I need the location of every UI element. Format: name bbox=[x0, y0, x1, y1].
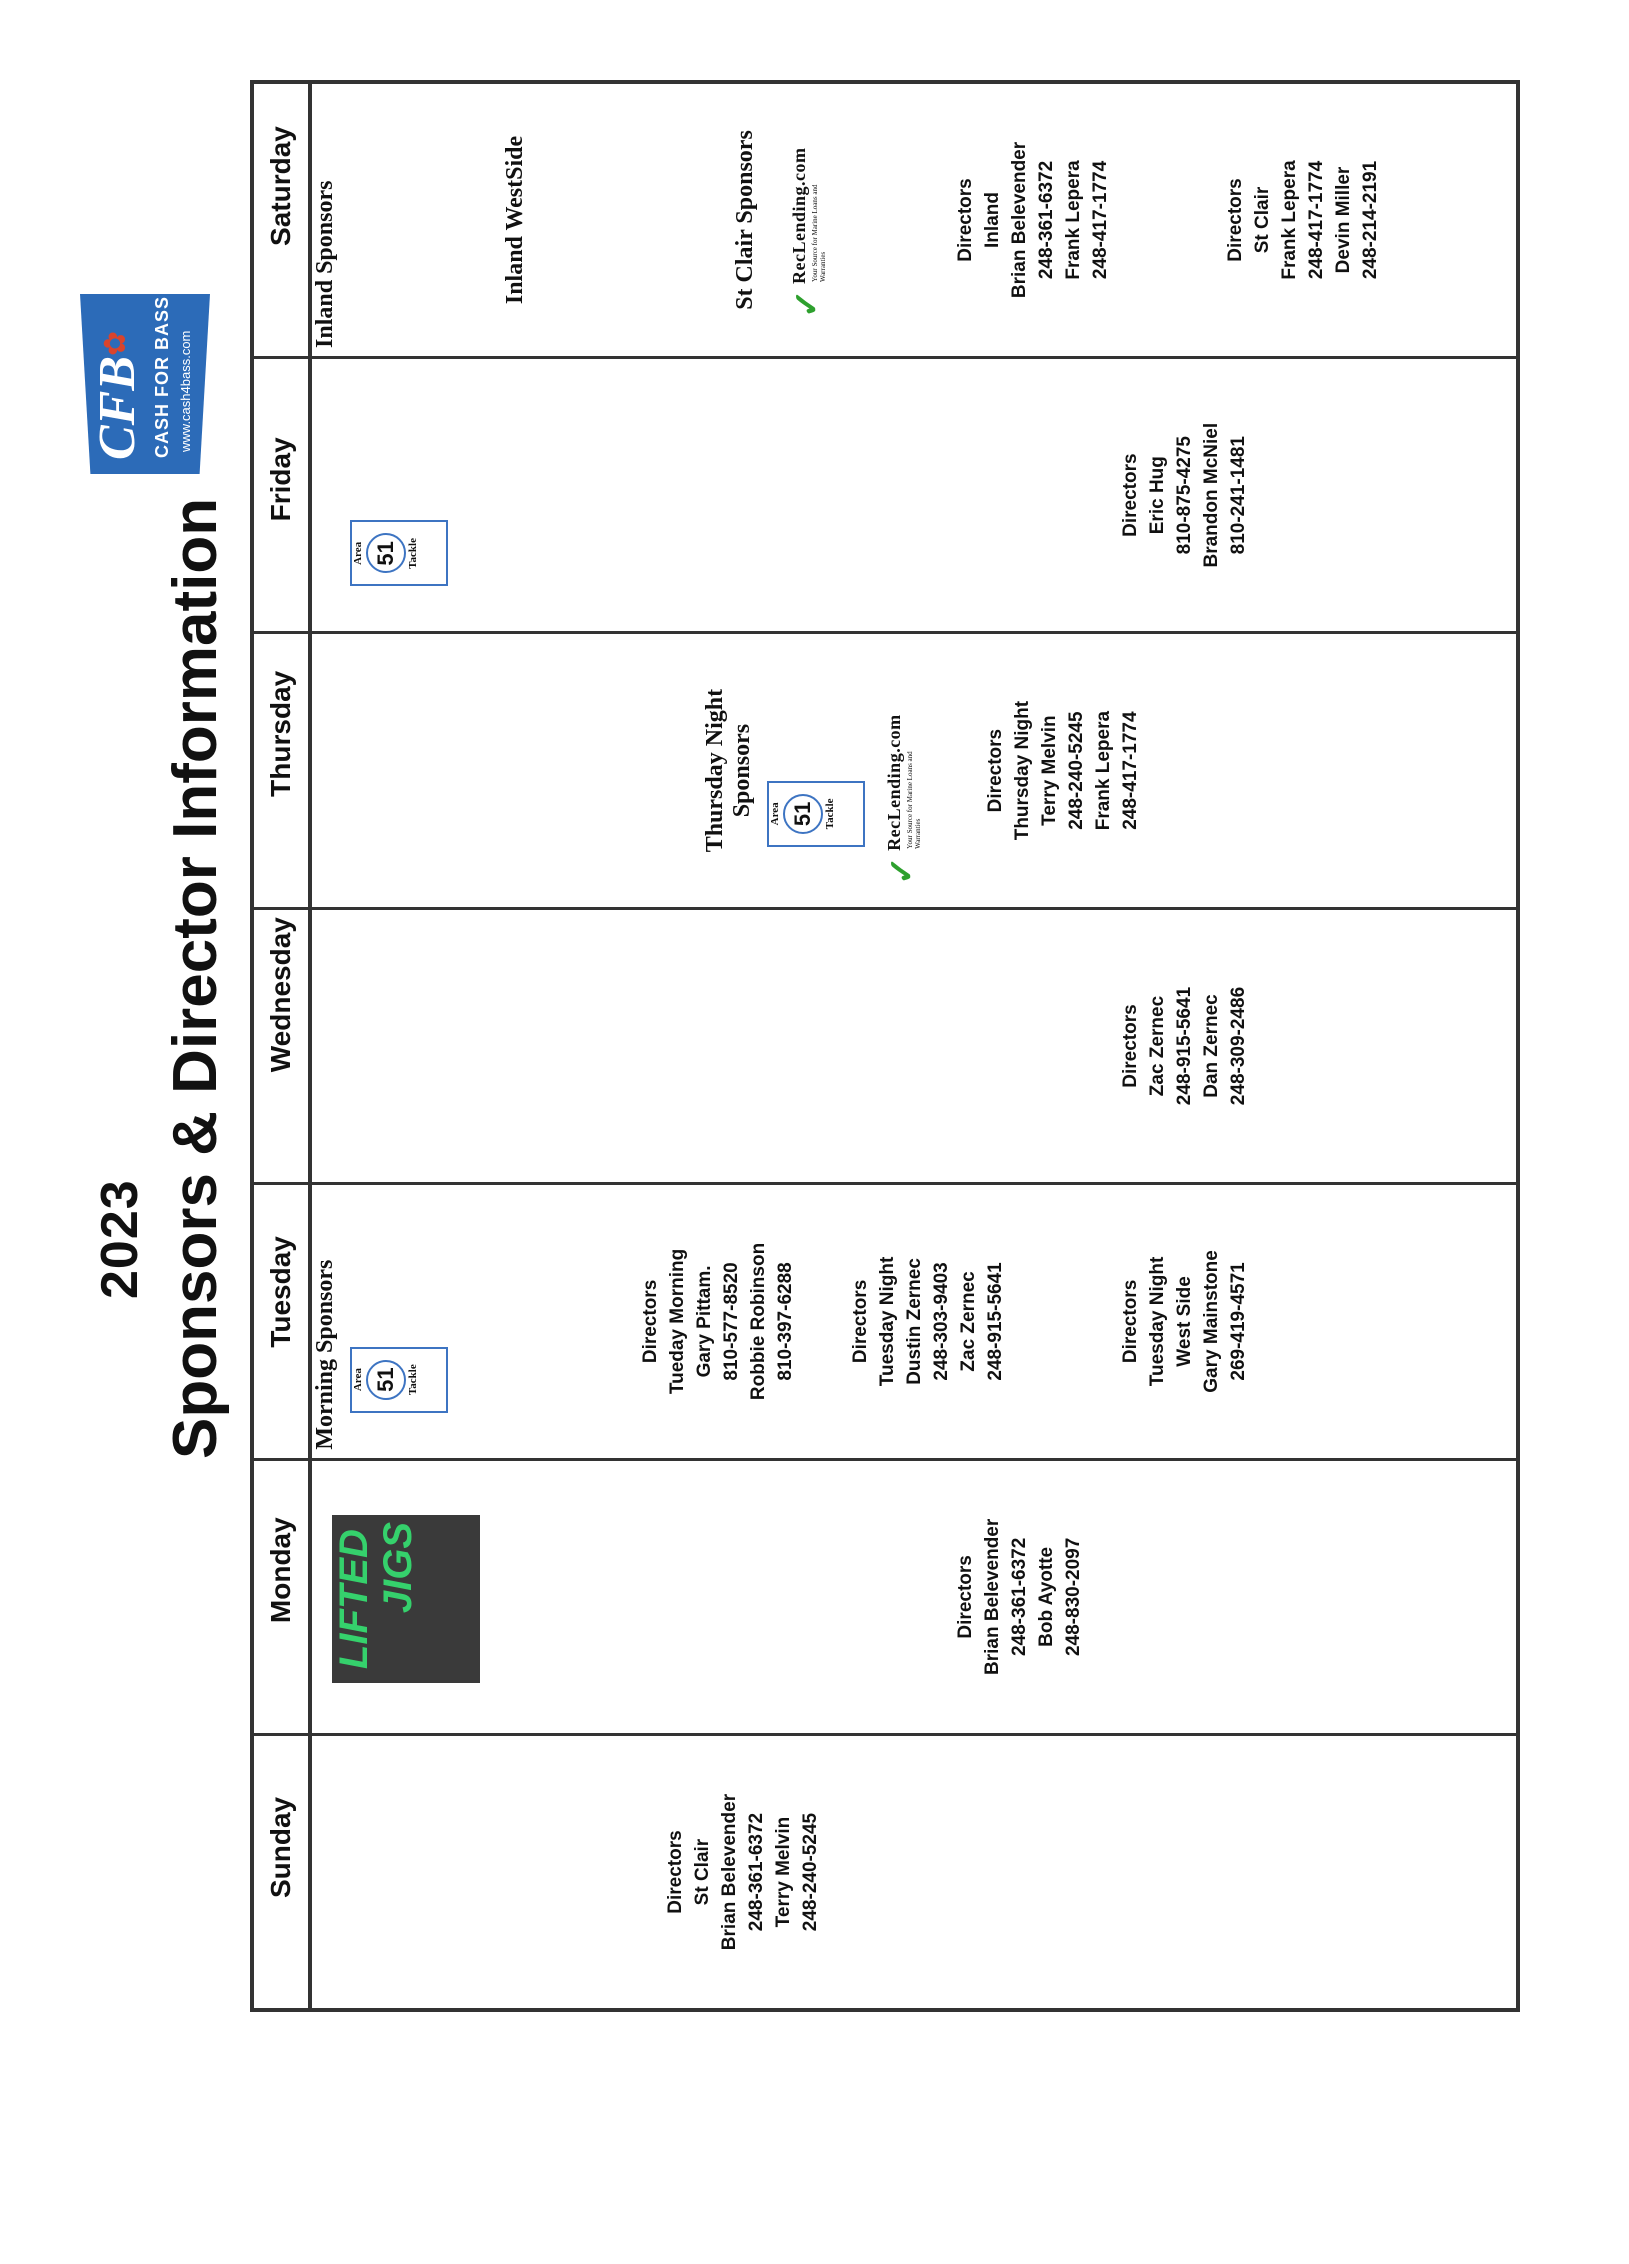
director-group: St Clair bbox=[1252, 186, 1273, 254]
thursday-sponsors-line1: Thursday Night bbox=[702, 688, 728, 853]
director-phone: 248-915-5641 bbox=[1174, 986, 1195, 1106]
monday-directors bbox=[952, 1461, 1087, 1733]
director-name: Frank Lepera bbox=[1093, 710, 1114, 831]
inland-westside-label: Inland WestSide bbox=[502, 135, 528, 305]
director-phone: 248-417-1774 bbox=[1090, 160, 1111, 280]
logo-abbr: CFB bbox=[89, 355, 146, 460]
director-phone: 810-577-8520 bbox=[721, 1262, 742, 1381]
saturday-inland-directors bbox=[952, 84, 1114, 356]
logo-url: www.cash4bass.com bbox=[178, 330, 193, 452]
director-heading: Directors bbox=[665, 1830, 686, 1914]
thursday-cell bbox=[310, 633, 1518, 908]
cash-for-bass-logo bbox=[70, 294, 220, 474]
year-heading: 2023 bbox=[91, 1179, 149, 1299]
director-name: Dustin Zernec bbox=[904, 1258, 925, 1385]
logo-name: CASH FOR BASS bbox=[152, 295, 172, 458]
director-heading: Directors bbox=[955, 1555, 976, 1639]
director-phone: 248-361-6372 bbox=[746, 1812, 767, 1932]
area51-badge: 51 bbox=[366, 533, 406, 573]
director-heading: Directors bbox=[1120, 1279, 1141, 1364]
director-group: Tueday Morning bbox=[667, 1248, 688, 1395]
director-phone: 248-303-9403 bbox=[931, 1262, 952, 1381]
reclending-tagline: Your Source for Marine Loans and Warranties bbox=[906, 751, 922, 849]
director-phone: 248-417-1774 bbox=[1120, 711, 1141, 830]
monday-cell bbox=[310, 1459, 1518, 1734]
director-phone: 248-830-2097 bbox=[1063, 1537, 1084, 1657]
director-heading: Directors bbox=[955, 178, 976, 262]
day-monday: Monday bbox=[252, 1459, 310, 1734]
checkmark-icon: ✓ bbox=[789, 289, 826, 318]
day-saturday: Saturday bbox=[252, 82, 310, 357]
area51-badge: 51 bbox=[366, 1360, 406, 1400]
director-name: Brian Belevender bbox=[719, 1793, 740, 1951]
friday-directors bbox=[1117, 359, 1252, 631]
fish-icon: ✿ bbox=[99, 330, 132, 356]
director-name: Frank Lepera bbox=[1279, 160, 1300, 280]
page-title: Sponsors & Director Information bbox=[161, 497, 230, 1459]
inland-sponsors-label: Inland Sponsors bbox=[312, 180, 338, 348]
day-thursday: Thursday bbox=[252, 633, 310, 908]
checkmark-icon: ✓ bbox=[884, 856, 921, 885]
area51-line3: Tackle bbox=[407, 538, 419, 569]
director-heading: Directors bbox=[985, 728, 1006, 813]
director-phone: 269-419-4571 bbox=[1228, 1262, 1249, 1381]
tuesday-night-directors bbox=[847, 1185, 1009, 1457]
lifted-jigs-line1: LIFTED bbox=[332, 1529, 376, 1670]
director-name: Zac Zernec bbox=[1147, 995, 1168, 1097]
lifted-jigs-logo bbox=[332, 1515, 480, 1683]
day-tuesday: Tuesday bbox=[252, 1184, 310, 1459]
director-name: Zac Zernec bbox=[958, 1271, 979, 1372]
director-heading: Directors bbox=[1120, 453, 1141, 537]
reclending-logo bbox=[787, 147, 827, 318]
director-name: Dan Zernec bbox=[1201, 994, 1222, 1098]
director-group: Tuesday Night bbox=[877, 1256, 898, 1387]
director-name: Bob Ayotte bbox=[1036, 1546, 1057, 1647]
area51-badge: 51 bbox=[783, 794, 823, 834]
director-phone: 248-361-6372 bbox=[1009, 1537, 1030, 1657]
lifted-jigs-line2: JIGS bbox=[376, 1521, 420, 1614]
director-group: St Clair bbox=[692, 1838, 713, 1906]
director-phone: 248-417-1774 bbox=[1306, 160, 1327, 280]
reclending-name: RecLending.com bbox=[789, 147, 809, 284]
director-phone: 248-915-5641 bbox=[985, 1262, 1006, 1381]
director-phone: 248-361-6372 bbox=[1036, 160, 1057, 280]
wednesday-directors bbox=[1117, 910, 1252, 1182]
saturday-stclair-directors bbox=[1222, 84, 1384, 356]
day-header-row bbox=[252, 82, 310, 2010]
director-name: Terry Melvin bbox=[1039, 715, 1060, 826]
director-name: Brandon McNiel bbox=[1201, 422, 1222, 568]
day-sunday: Sunday bbox=[252, 1735, 310, 2010]
director-phone: 248-309-2486 bbox=[1228, 986, 1249, 1106]
area51-tackle-logo bbox=[350, 520, 448, 586]
director-heading: Directors bbox=[850, 1279, 871, 1364]
director-phone: 810-875-4275 bbox=[1174, 436, 1195, 555]
director-name: Terry Melvin bbox=[773, 1816, 794, 1928]
director-name: Brian Belevender bbox=[982, 1518, 1003, 1676]
area51-tackle-logo bbox=[350, 1347, 448, 1413]
day-content-row bbox=[310, 82, 1518, 2010]
reclending-name: RecLending.com bbox=[884, 714, 904, 851]
director-heading: Directors bbox=[1225, 178, 1246, 262]
director-name: Gary Mainstone bbox=[1201, 1250, 1222, 1393]
area51-tackle-logo bbox=[767, 781, 865, 847]
thursday-sponsors-line2: Sponsors bbox=[729, 723, 755, 818]
director-name: Robbie Robinson bbox=[748, 1242, 769, 1401]
director-group: Tuesday Night bbox=[1147, 1256, 1168, 1387]
saturday-cell bbox=[310, 82, 1518, 357]
director-phone: 248-214-2191 bbox=[1360, 160, 1381, 280]
stclair-sponsors-label: St Clair Sponsors bbox=[732, 130, 758, 310]
reclending-tagline: Your Source for Marine Loans and Warranties bbox=[811, 184, 827, 282]
wednesday-cell bbox=[310, 908, 1518, 1183]
area51-line1: Area bbox=[769, 802, 781, 826]
sunday-directors bbox=[662, 1736, 824, 2008]
day-friday: Friday bbox=[252, 357, 310, 632]
director-heading: Directors bbox=[1120, 1004, 1141, 1088]
day-wednesday: Wednesday bbox=[252, 908, 310, 1183]
sunday-cell bbox=[310, 1735, 1518, 2010]
area51-line1: Area bbox=[352, 541, 364, 565]
director-phone: 248-240-5245 bbox=[800, 1812, 821, 1932]
director-name: Brian Belevender bbox=[1009, 141, 1030, 299]
morning-sponsors-label: Morning Sponsors bbox=[312, 1259, 338, 1450]
director-phone: 810-397-6288 bbox=[775, 1262, 796, 1381]
director-group: West Side bbox=[1174, 1276, 1195, 1367]
director-phone: 248-240-5245 bbox=[1066, 711, 1087, 830]
friday-cell bbox=[310, 357, 1518, 632]
tuesday-westside-directors bbox=[1117, 1185, 1252, 1457]
area51-line1: Area bbox=[352, 1368, 364, 1392]
area51-line3: Tackle bbox=[407, 1364, 419, 1396]
thursday-directors bbox=[982, 634, 1144, 906]
area51-line3: Tackle bbox=[824, 798, 836, 830]
tuesday-cell bbox=[310, 1184, 1518, 1459]
director-name: Eric Hug bbox=[1147, 456, 1168, 535]
director-phone: 810-241-1481 bbox=[1228, 436, 1249, 555]
schedule-table bbox=[250, 80, 1520, 2012]
thursday-sponsors-label bbox=[702, 634, 756, 906]
director-name: Devin Miller bbox=[1333, 166, 1354, 274]
director-heading: Directors bbox=[640, 1279, 661, 1364]
director-name: Frank Lepera bbox=[1063, 160, 1084, 280]
reclending-logo bbox=[882, 714, 922, 885]
director-name: Gary Pittam. bbox=[694, 1265, 715, 1378]
tuesday-morning-directors bbox=[637, 1185, 799, 1457]
director-group: Inland bbox=[982, 192, 1003, 248]
director-group: Thursday Night bbox=[1012, 700, 1033, 841]
